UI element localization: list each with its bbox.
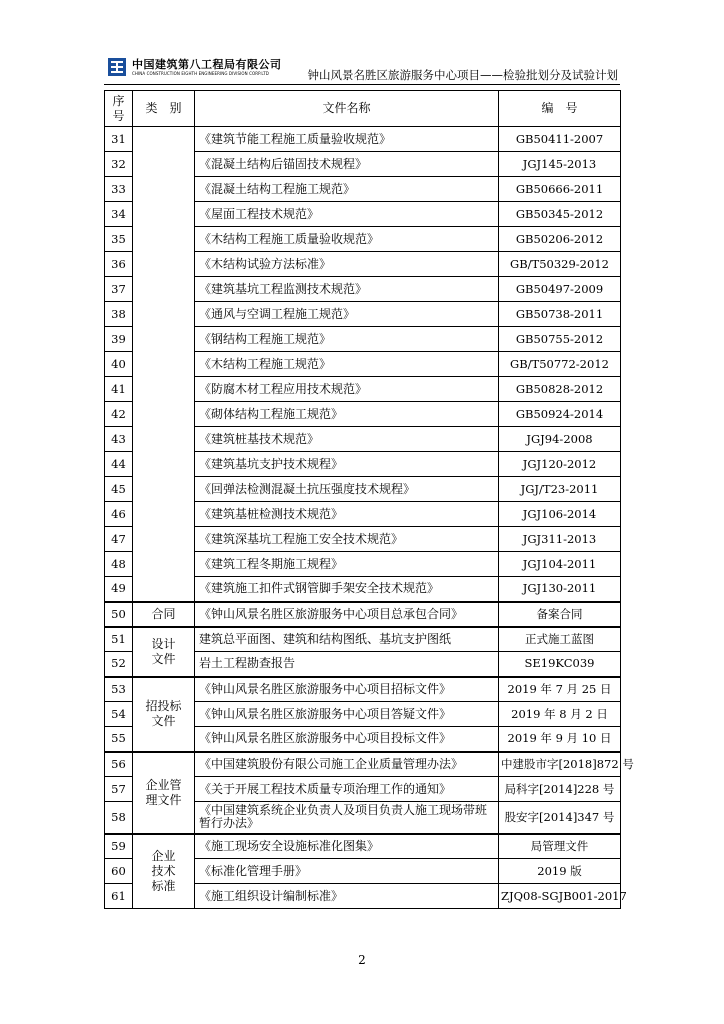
row-code: JGJ104-2011 xyxy=(499,552,621,577)
row-name: 《建筑施工扣件式钢管脚手架安全技术规范》 xyxy=(195,577,499,602)
header-no: 序号 xyxy=(105,91,133,127)
row-no: 31 xyxy=(105,127,133,152)
row-no: 47 xyxy=(105,527,133,552)
row-code: JGJ130-2011 xyxy=(499,577,621,602)
row-no: 55 xyxy=(105,727,133,752)
page-number: 2 xyxy=(358,953,366,967)
row-no: 33 xyxy=(105,177,133,202)
company-name-cn: 中国建筑第八工程局有限公司 xyxy=(132,58,282,71)
row-code: 备案合同 xyxy=(499,602,621,627)
row-no: 48 xyxy=(105,552,133,577)
table-body xyxy=(105,127,634,909)
row-code: JGJ120-2012 xyxy=(499,452,621,477)
row-name: 《建筑基坑工程监测技术规范》 xyxy=(195,277,499,302)
header-category: 类 别 xyxy=(133,91,195,127)
row-name: 《屋面工程技术规范》 xyxy=(195,202,499,227)
row-no: 32 xyxy=(105,152,133,177)
row-code: 中建股市字[2018]872 号 xyxy=(499,752,621,777)
page-header xyxy=(104,50,620,85)
row-name: 《混凝土结构后锚固技术规程》 xyxy=(195,152,499,177)
row-code: GB50497-2009 xyxy=(499,277,621,302)
row-no: 52 xyxy=(105,652,133,677)
row-code: GB50755-2012 xyxy=(499,327,621,352)
company-logo-icon xyxy=(108,58,126,76)
row-name: 《施工组织设计编制标准》 xyxy=(195,884,499,909)
row-code: GB50738-2011 xyxy=(499,302,621,327)
row-name: 《施工现场安全设施标准化图集》 xyxy=(195,834,499,859)
category-bidding xyxy=(133,677,195,752)
row-code: JGJ94-2008 xyxy=(499,427,621,452)
row-no: 41 xyxy=(105,377,133,402)
table-row xyxy=(105,127,621,152)
row-name: 《钢结构工程施工规范》 xyxy=(195,327,499,352)
row-name: 《建筑深基坑工程施工安全技术规范》 xyxy=(195,527,499,552)
row-name: 《木结构试验方法标准》 xyxy=(195,252,499,277)
row-no: 53 xyxy=(105,677,133,702)
category-contract: 合同 xyxy=(133,602,195,627)
row-code: 2019 年 9 月 10 日 xyxy=(499,727,621,752)
row-no: 39 xyxy=(105,327,133,352)
table-row xyxy=(105,602,621,627)
row-no: 60 xyxy=(105,859,133,884)
row-name: 《木结构工程施工规范》 xyxy=(195,352,499,377)
row-name: 《防腐木材工程应用技术规范》 xyxy=(195,377,499,402)
row-no: 59 xyxy=(105,834,133,859)
row-name: 岩土工程勘查报告 xyxy=(195,652,499,677)
row-no: 49 xyxy=(105,577,133,602)
row-code: GB50206-2012 xyxy=(499,227,621,252)
row-name: 《建筑桩基技术规范》 xyxy=(195,427,499,452)
category-design-label: 设计文件 xyxy=(151,636,176,666)
row-name: 《木结构工程施工质量验收规范》 xyxy=(195,227,499,252)
table-row xyxy=(105,752,621,777)
row-name: 《中国建筑系统企业负责人及项目负责人施工现场带班暂行办法》 xyxy=(195,802,499,834)
row-no: 57 xyxy=(105,777,133,802)
row-name: 《中国建筑股份有限公司施工企业质量管理办法》 xyxy=(195,752,499,777)
category-enterprise-tech-label: 企业技术标准 xyxy=(151,848,176,893)
row-no: 46 xyxy=(105,502,133,527)
row-no: 43 xyxy=(105,427,133,452)
category-design xyxy=(133,627,195,677)
row-code: GB/T50772-2012 xyxy=(499,352,621,377)
document-table xyxy=(104,90,634,909)
row-code: JGJ145-2013 xyxy=(499,152,621,177)
row-no: 56 xyxy=(105,752,133,777)
row-no: 50 xyxy=(105,602,133,627)
table-row xyxy=(105,834,621,859)
row-name: 《建筑基桩检测技术规范》 xyxy=(195,502,499,527)
row-code: 股安字[2014]347 号 xyxy=(499,802,621,834)
row-code: 2019 年 7 月 25 日 xyxy=(499,677,621,702)
row-no: 37 xyxy=(105,277,133,302)
row-no: 44 xyxy=(105,452,133,477)
row-code: GB50924-2014 xyxy=(499,402,621,427)
row-no: 34 xyxy=(105,202,133,227)
row-code: 局科字[2014]228 号 xyxy=(499,777,621,802)
category-enterprise-tech xyxy=(133,834,195,909)
row-no: 36 xyxy=(105,252,133,277)
row-code: 2019 年 8 月 2 日 xyxy=(499,702,621,727)
row-name: 《钟山风景名胜区旅游服务中心项目招标文件》 xyxy=(195,677,499,702)
row-code: 正式施工蓝图 xyxy=(499,627,621,652)
category-enterprise-mgmt-label: 企业管理文件 xyxy=(145,777,182,807)
row-no: 51 xyxy=(105,627,133,652)
row-name: 《建筑工程冬期施工规程》 xyxy=(195,552,499,577)
company-name-en: CHINA CONSTRUCTION EIGHTH ENGINEERING DIVISION CORP.LTD xyxy=(132,71,269,76)
row-name: 《钟山风景名胜区旅游服务中心项目答疑文件》 xyxy=(195,702,499,727)
row-name: 《钟山风景名胜区旅游服务中心项目投标文件》 xyxy=(195,727,499,752)
row-no: 42 xyxy=(105,402,133,427)
row-code: 2019 版 xyxy=(499,859,621,884)
header-name: 文件名称 xyxy=(195,91,499,127)
row-name: 《钟山风景名胜区旅游服务中心项目总承包合同》 xyxy=(195,602,499,627)
row-no: 38 xyxy=(105,302,133,327)
row-name: 建筑总平面图、建筑和结构图纸、基坑支护图纸 xyxy=(195,627,499,652)
row-code: GB50345-2012 xyxy=(499,202,621,227)
row-name: 《关于开展工程技术质量专项治理工作的通知》 xyxy=(195,777,499,802)
row-name: 《回弹法检测混凝土抗压强度技术规程》 xyxy=(195,477,499,502)
row-name: 《建筑基坑支护技术规程》 xyxy=(195,452,499,477)
header-code: 编 号 xyxy=(499,91,621,127)
row-name: 《混凝土结构工程施工规范》 xyxy=(195,177,499,202)
row-code: GB50666-2011 xyxy=(499,177,621,202)
row-code: GB50411-2007 xyxy=(499,127,621,152)
row-code: ZJQ08-SGJB001-2017 xyxy=(499,884,621,909)
category-bidding-label: 招投标文件 xyxy=(145,699,182,728)
row-no: 54 xyxy=(105,702,133,727)
project-title: 钟山风景名胜区旅游服务中心项目——检验批划分及试验计划 xyxy=(307,68,618,82)
row-code: GB50828-2012 xyxy=(499,377,621,402)
row-code: 局管理文件 xyxy=(499,834,621,859)
row-name: 《建筑节能工程施工质量验收规范》 xyxy=(195,127,499,152)
row-code: GB/T50329-2012 xyxy=(499,252,621,277)
row-no: 40 xyxy=(105,352,133,377)
category-empty xyxy=(133,127,195,602)
row-code: SE19KC039 xyxy=(499,652,621,677)
row-name: 《通风与空调工程施工规范》 xyxy=(195,302,499,327)
row-name: 《标准化管理手册》 xyxy=(195,859,499,884)
row-name: 《砌体结构工程施工规范》 xyxy=(195,402,499,427)
row-no: 45 xyxy=(105,477,133,502)
row-code: JGJ311-2013 xyxy=(499,527,621,552)
table-row xyxy=(105,677,621,702)
table-row xyxy=(105,627,621,652)
row-code: JGJ/T23-2011 xyxy=(499,477,621,502)
row-no: 35 xyxy=(105,227,133,252)
row-no: 61 xyxy=(105,884,133,909)
category-enterprise-mgmt xyxy=(133,752,195,834)
row-no: 58 xyxy=(105,802,133,834)
row-code: JGJ106-2014 xyxy=(499,502,621,527)
